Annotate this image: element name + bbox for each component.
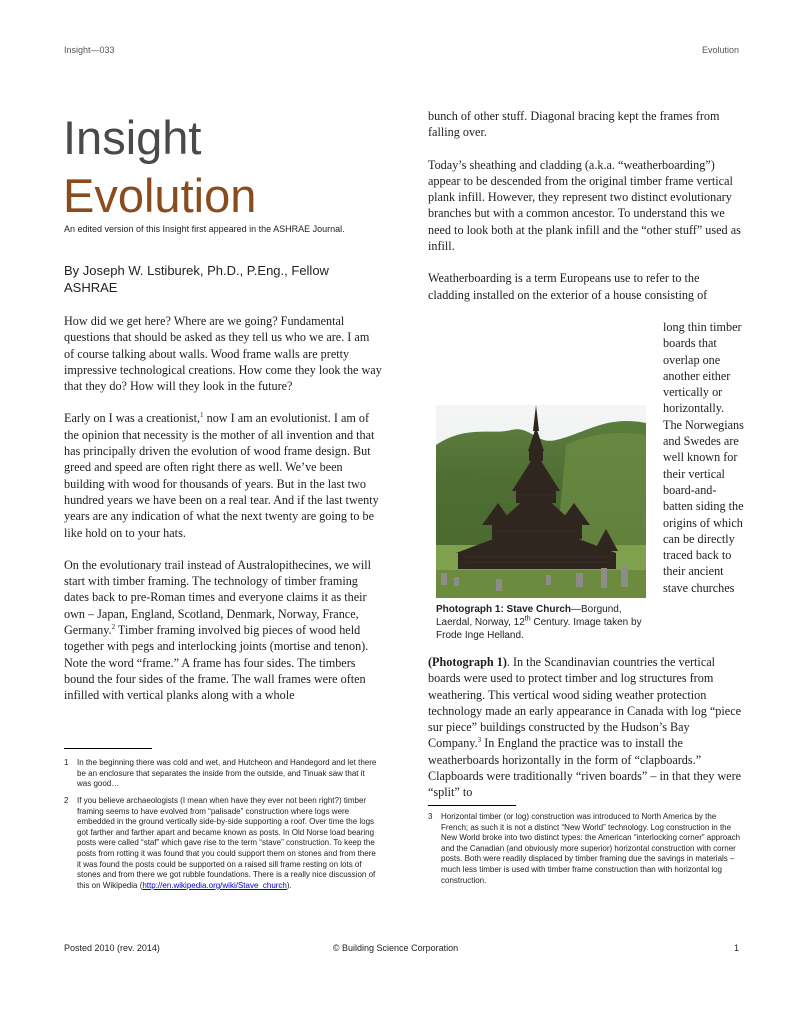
paragraph-1: How did we get here? Where are we going? Fundamental questions that should be asked as they tell us who we are. I am of course talking about walls. Wood frame walls are pretty impressive technological creations. How come they look the way that they do? How will they look in the future?	[64, 314, 382, 394]
paragraph-6-lead: Weatherboarding is a term Europeans use to refer to the cladding installed on the exterior of a house consisting of	[428, 271, 708, 302]
footnote-ref-2[interactable]: 2	[111, 622, 116, 631]
footer-posted: Posted 2010 (rev. 2014)	[64, 943, 160, 953]
footnote-ref-1[interactable]: 1	[200, 411, 204, 420]
footnote-ref-3[interactable]: 3	[477, 736, 482, 745]
footnote-1: 1 In the beginning there was cold and wet, and Hutcheon and Handegord and let there be an enclosure that separates the inside from the outside, and Tinuak saw that it was good…	[64, 758, 377, 789]
intro-note: An edited version of this Insight first appeared in the ASHRAE Journal.	[64, 224, 345, 234]
left-column	[64, 313, 382, 720]
paragraph-6-continued: (Photograph 1). In the Scandinavian countries the vertical boards were used to protect timber and log structures from weathering. This vertical wood siding weather protection technology made an early appearance in Canada with log “piece sur piece” buildings constructed by the Hudson’s Bay Company.$^3$ In England the practice was to install the weatherboards horizontally in the form of “clapboards.” Clapboards were traditionally “riven boards” – in that they were “split” to	[428, 655, 742, 800]
paragraph-5: Today’s sheathing and cladding (a.k.a. “weatherboarding”) appear to be descended from the original timber frame vertical plank infill. However, they represent two distinct evolutionary branches but with a common ancestor. To understand this we need to look both at the plank infill and the “other stuff” used as infill.	[428, 157, 741, 254]
running-header-right: Evolution	[701, 45, 739, 55]
paragraph-4: bunch of other stuff. Diagonal bracing kept the frames from falling over.	[428, 109, 720, 140]
author-byline: By Joseph W. Lstiburek, Ph.D., P.Eng., Fellow ASHRAE	[64, 263, 329, 295]
wrap-text-beside-photo: long thin timber boards that overlap one another either vertically or horizontally. The Norwegians and Swedes are well known for their vertical board-and-batten siding the origins of which can be directly traced back to their ancient stave churches	[663, 320, 744, 595]
title-insight: Insight	[63, 111, 202, 164]
photo-caption: Photograph 1: Stave Church—Borgund, Laerdal, Norway, 12th Century. Image taken by Frode Inge Helland.	[436, 604, 642, 641]
right-column	[428, 108, 744, 303]
stave-church-photo	[436, 405, 646, 598]
wikipedia-link[interactable]: http://en.wikipedia.org/wiki/Stave_church	[142, 880, 287, 890]
footer-copyright: © Building Science Corporation	[332, 943, 459, 953]
title-evolution: Evolution	[63, 169, 257, 222]
running-header-left: Insight—033	[64, 45, 115, 55]
footnote-rule	[64, 748, 152, 749]
paragraph-3: On the evolutionary trail instead of Australopithecines, we will start with timber framing. The technology of timber framing dates back to pre-Roman times and everyone claims it as their own – Japan, England, Scotland, Denmark, Norway, France, Germany.$^2$ Timber framing involved big pieces of wood held together with pegs and interlocking joints (mortise and tenon). Note the word “frame.” A frame has four sides. The timbers bound the four sides of the frame. The wall frames were often infilled with vertical planks along with a whole	[64, 557, 371, 703]
paragraph-2: Early on I was a creationist,$^1$ now I am an evolutionist. I am of the opinion that necessity is the mother of all invention and that has principally driven the evolution of wood frame design. But greed and speed are often right there as well. We’ve been building with wood for thousands of years. But in the last two hundred years we have been on a real tear. And if the last twenty years are any indication of what the next twenty are going to be like hold on to your hats.	[64, 411, 379, 540]
page-number: 1	[733, 943, 739, 953]
footnote-rule-right	[428, 805, 516, 806]
footnote-3: 3 Horizontal timber (or log) construction was introduced to North America by the French; as such it is not a distinct “New World” technology. Log construction in the New World broke into two distinct types: the American “interlocking corner” approach and the Canadian (and obviously more superior) horizontal construction with corner posts. Both were readily displaced by timber framing due the savings in materials – much less timber is used with timber frame construction than with horizontal log construction.	[428, 812, 741, 885]
footnote-2: 2 If you believe archaeologists (I mean when have they ever not been right?) timber framing seems to have evolved from “palisade” construction where logs were embedded in the ground vertically side-by-side supporting a roof. Over time the logs got farther and farther apart and became known as posts. In Old Norse load bearing posts were called “staf” which gave rise to the term “stave” construction. To keep the posts from rotting it was found that you could support them on stones and from there it was found the posts could be supported on a raised sill frame resting on lots of stones and from there we got rubble foundations. There is a really nice discussion of this on Wikipedia (http://en.wikipedia.org/wiki/Stave_church).	[64, 796, 376, 890]
